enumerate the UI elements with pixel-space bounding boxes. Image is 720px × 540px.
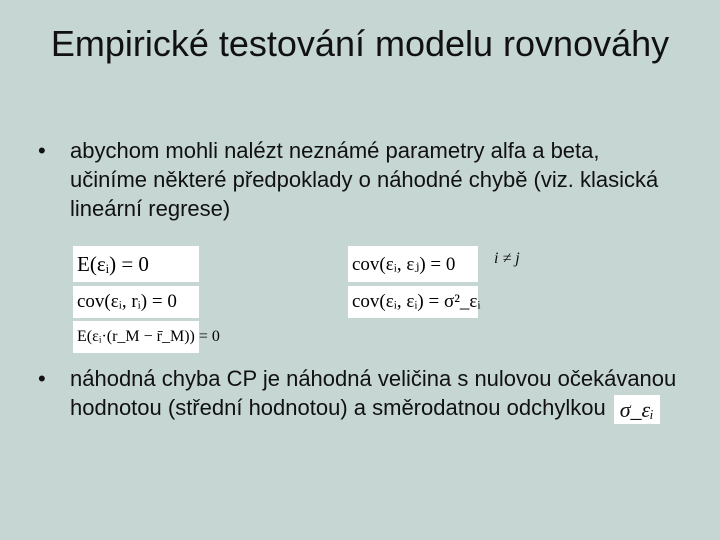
- equation-error-variance: cov(εᵢ, εᵢ) = σ²_εᵢ: [348, 286, 478, 318]
- bullet-text: abychom mohli nalézt neznámé parametry alfa a beta, učiníme některé předpoklady o náhodné chybě (viz. klasická lineární regrese): [70, 138, 659, 221]
- sigma-symbol: σ_εᵢ: [614, 395, 660, 424]
- bullet-text: náhodná chyba CP je náhodná veličina s nulovou očekávanou hodnotou (střední hodnotou) a směrodatnou odchylkou: [70, 366, 677, 420]
- equation-cov-error-return: cov(εᵢ, rᵢ) = 0: [73, 286, 199, 318]
- equation-cov-errors: cov(εᵢ, εⱼ) = 0: [348, 246, 478, 282]
- bullet-random-error: [38, 364, 678, 424]
- bullet-marker: •: [38, 366, 46, 391]
- equation-expected-error-market: E(εᵢ·(r_M − r̄_M)) = 0: [73, 321, 199, 353]
- bullet-assumptions: [38, 136, 678, 223]
- slide-title: Empirické testování modelu rovnováhy: [50, 23, 670, 64]
- bullet-marker: •: [38, 138, 46, 163]
- equation-expected-error: E(εᵢ) = 0: [73, 246, 199, 282]
- equation-condition: i ≠ j: [494, 250, 520, 267]
